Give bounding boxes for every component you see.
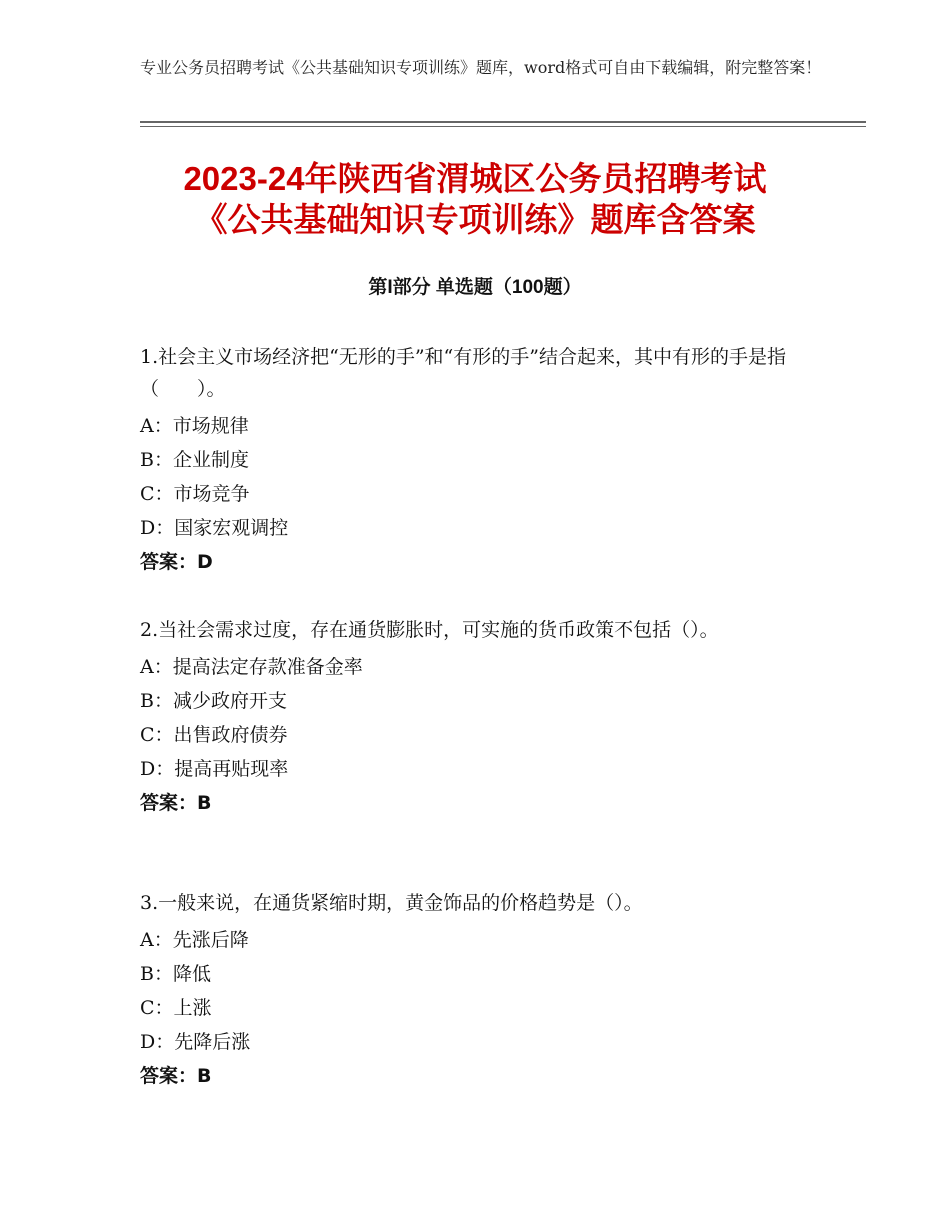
option-b: B：减少政府开支 bbox=[140, 690, 287, 712]
option-b: B：企业制度 bbox=[140, 449, 249, 471]
header-divider-thick bbox=[140, 121, 866, 123]
option-c: C：市场竞争 bbox=[140, 483, 250, 505]
option-d: D：提高再贴现率 bbox=[140, 758, 289, 780]
document-title-line-1: 2023-24年陕西省渭城区公务员招聘考试 bbox=[183, 160, 767, 197]
option-b: B：降低 bbox=[140, 963, 211, 985]
header-note: 专业公务员招聘考试《公共基础知识专项训练》题库，word格式可自由下载编辑，附完整答案！ bbox=[140, 58, 822, 77]
header-divider-thin bbox=[140, 126, 866, 127]
document-title bbox=[0, 158, 950, 240]
option-a: A：提高法定存款准备金率 bbox=[140, 656, 363, 678]
option-c: C：出售政府债券 bbox=[140, 724, 288, 746]
question-text: 3.一般来说，在通货紧缩时期，黄金饰品的价格趋势是（）。 bbox=[140, 892, 643, 914]
question-2 bbox=[140, 614, 830, 820]
option-d: D：国家宏观调控 bbox=[140, 517, 289, 539]
question-text: 2.当社会需求过度，存在通货膨胀时，可实施的货币政策不包括（）。 bbox=[140, 619, 719, 641]
question-text: 1.社会主义市场经济把“无形的手”和“有形的手”结合起来，其中有形的手是指（ ）。 bbox=[140, 346, 786, 400]
answer: 答案：B bbox=[140, 792, 212, 814]
answer: 答案：D bbox=[140, 551, 213, 573]
section-heading: 第I部分 单选题（100题） bbox=[368, 277, 582, 298]
question-1 bbox=[140, 341, 830, 579]
option-a: A：市场规律 bbox=[140, 415, 249, 437]
question-3 bbox=[140, 887, 830, 1093]
option-c: C：上涨 bbox=[140, 997, 212, 1019]
option-a: A：先涨后降 bbox=[140, 929, 249, 951]
answer: 答案：B bbox=[140, 1065, 212, 1087]
option-d: D：先降后涨 bbox=[140, 1031, 251, 1053]
document-title-line-2: 《公共基础知识专项训练》题库含答案 bbox=[194, 201, 756, 238]
